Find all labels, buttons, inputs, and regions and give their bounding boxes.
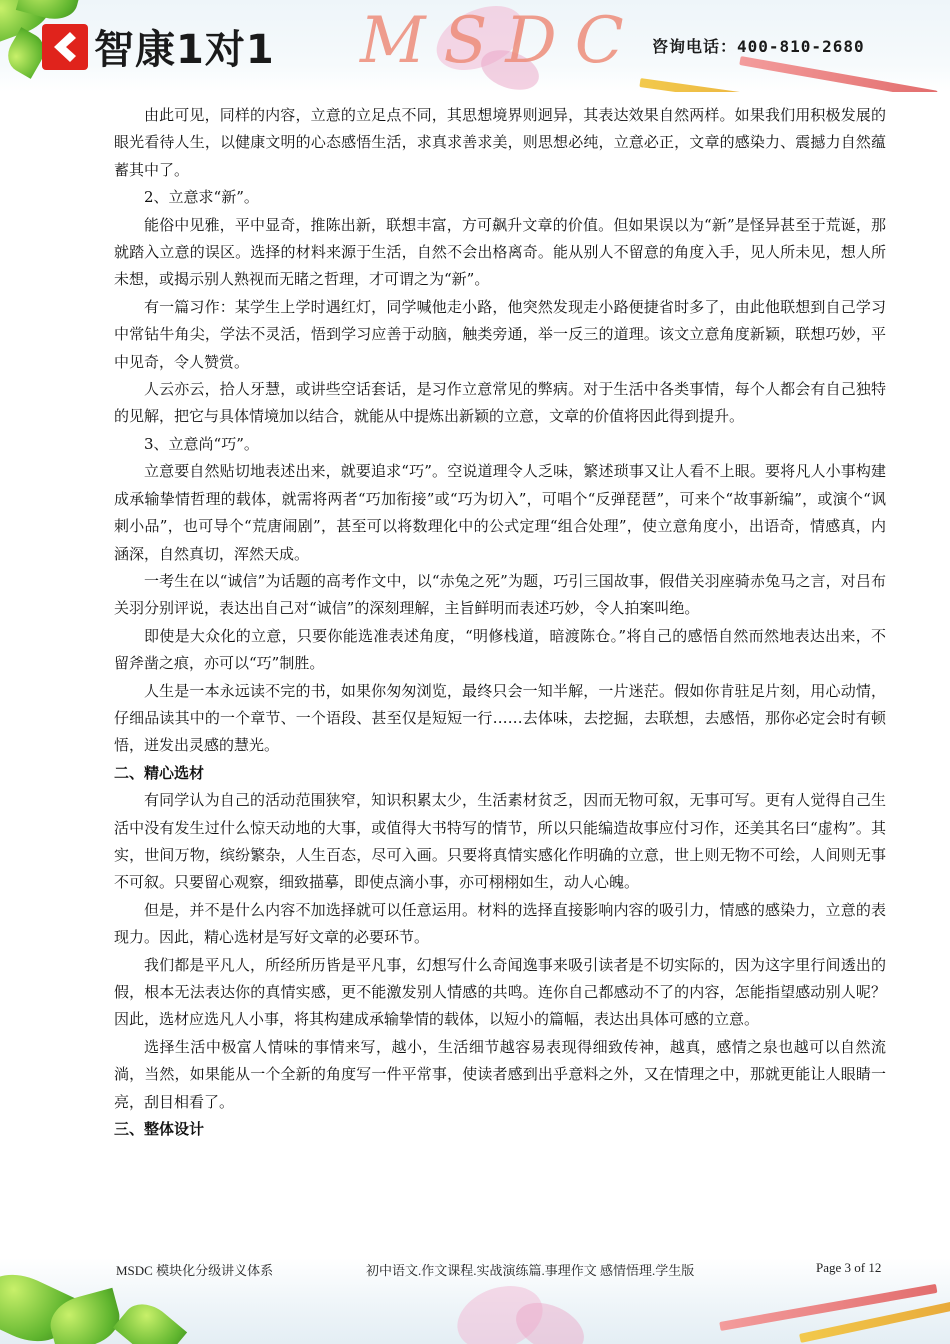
- footer-course: 初中语文.作文课程.实战演练篇.事理作文 感情悟理.学生版: [366, 1263, 695, 1278]
- page-header: [0, 0, 950, 92]
- page-number: Page 3 of 12: [816, 1260, 882, 1275]
- page-footer: [0, 1238, 950, 1344]
- paragraph: 能俗中见雅，平中显奇，推陈出新，联想丰富，方可飙升文章的价值。但如果误以为“新”是怪异甚至于荒诞，那就踏入立意的误区。选择的材料来源于生活，自然不会出格离奇。能从别人不留意的角度入手，见人所未见，想人所未想，或揭示别人熟视而无睹之哲理，才可谓之为“新”。: [114, 215, 886, 289]
- paragraph: 由此可见，同样的内容，立意的立足点不同，其思想境界则迥异，其表达效果自然两样。如果我们用积极发展的眼光看待人生，以健康文明的心态感悟生活，求真求善求美，则思想必纯，立意必正，文章的感染力、震撼力自然蕴蓄其中了。: [114, 106, 886, 179]
- paragraph: 有同学认为自己的活动范围狭窄，知识积累太少，生活素材贫乏，因而无物可叙，无事可写。更有人觉得自己生活中没有发生过什么惊天动地的大事，或值得大书特写的情节，所以只能编造故事应付习作，还美其名曰“虚构”。其实，世间万物，缤纷繁杂，人生百态，尽可入画。只要将真情实感化作明确的立意，世上则无物不可绘，人间则无事不可叙。只要留心观察，细致描摹，即使点滴小事，亦可栩栩如生，动人心魄。: [114, 791, 886, 892]
- pencil-decoration: [639, 78, 828, 92]
- paragraph: 有一篇习作：某学生上学时遇红灯，同学喊他走小路，他突然发现走小路便捷省时多了，由此他联想到自己学习中常钻牛角尖，学法不灵活，悟到学习应善于动脑，触类旁通，举一反三的道理。该文立意角度新颖，联想巧妙，平中见奇，令人赞赏。: [114, 297, 886, 371]
- paragraph: 我们都是平凡人，所经所历皆是平凡事，幻想写什么奇闻逸事来吸引读者是不切实际的，因为这字里行间透出的假，根本无法表达你的真情实感，更不能激发别人情感的共鸣。连你自己都感动不了的内容，怎能指望感动别人呢？因此，选材应选凡人小事，将其构建成承输挚情的载体，以短小的篇幅，表达出具体可感的立意。: [114, 955, 886, 1029]
- butterfly-decoration: [420, 1268, 620, 1344]
- logo-icon: [42, 24, 88, 70]
- paragraph: 但是，并不是什么内容不加选择就可以任意运用。材料的选择直接影响内容的吸引力，情感的感染力，立意的表现力。因此，精心选材是写好文章的必要环节。: [114, 900, 886, 947]
- logo-text: 智康1对1: [94, 27, 275, 73]
- paragraph: 立意要自然贴切地表述出来，就要追求“巧”。空说道理令人乏味，繁述琐事又让人看不上眼。要将凡人小事构建成承输挚情哲理的载体，就需将两者“巧加衔接”或“巧为切入”，可唱个“反弹琵琶”，可来个“故事新编”，或演个“讽刺小品”，也可导个“荒唐闹剧”，甚至可以将数理化中的公式定理“组合处理”，使立意角度小，出语奇，情感真，内涵深，自然真切，浑然天成。: [114, 462, 886, 563]
- brand-watermark: MSDC: [360, 4, 642, 78]
- paragraph: 选择生活中极富人情味的事情来写，越小，生活细节越容易表现得细致传神，越真，感情之泉也越可以自然流淌，当然，如果能从一个全新的角度写一件平常事，使读者感到出乎意料之外，又在情理之中，那就更能让人眼睛一亮，刮目相看了。: [114, 1037, 886, 1111]
- section-heading: 三、整体设计: [114, 1120, 205, 1139]
- hotline-text: 咨询电话：400-810-2680: [652, 37, 865, 56]
- document-body: [114, 102, 886, 1143]
- section-heading: 二、精心选材: [114, 763, 205, 782]
- paragraph: 即使是大众化的立意，只要你能选准表述角度，“明修栈道，暗渡陈仓。”将自己的感悟自然而然地表达出来，不留斧凿之痕，亦可以“巧”制胜。: [114, 626, 886, 673]
- paragraph: 2、立意求“新”。: [144, 188, 259, 207]
- paragraph: 人生是一本永远读不完的书，如果你匆匆浏览，最终只会一知半解，一片迷茫。假如你肯驻足片刻，用心动情，仔细品读其中的一个章节、一个语段、甚至仅是短短一行……去体味，去挖掘，去联想，去感悟，那你必定会时有顿悟，迸发出灵感的慧光。: [114, 681, 886, 755]
- paragraph: 人云亦云，拾人牙慧，或讲些空话套话，是习作立意常见的弊病。对于生活中各类事情，每个人都会有自己独特的见解，把它与具体情境加以结合，就能从中提炼出新颖的立意，文章的价值将因此得到提升。: [114, 380, 886, 426]
- pencil-decoration: [739, 56, 938, 92]
- footer-series: MSDC 模块化分级讲义体系: [116, 1263, 274, 1278]
- paragraph: 一考生在以“诚信”为话题的高考作文中，以“赤兔之死”为题，巧引三国故事，假借关羽座骑赤兔马之言，对吕布关羽分别评说，表达出自己对“诚信”的深刻理解，主旨鲜明而表述巧妙，令人拍案叫绝。: [114, 571, 886, 618]
- paragraph: 3、立意尚“巧”。: [144, 434, 259, 453]
